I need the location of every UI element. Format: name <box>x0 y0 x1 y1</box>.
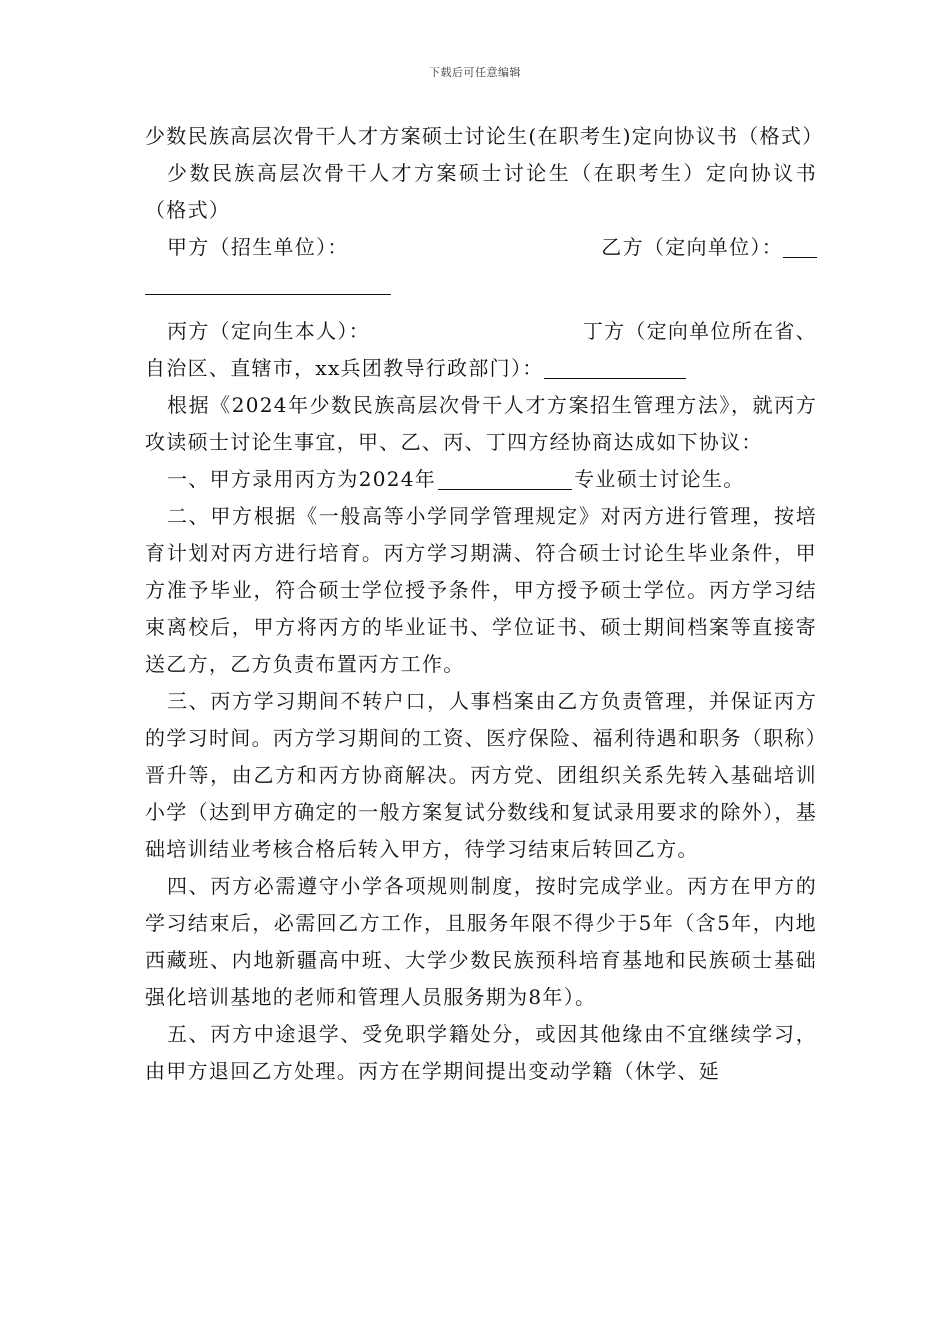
document-subtitle: 少数民族高层次骨干人才方案硕士讨论生（在职考生）定向协议书（格式） <box>145 161 817 222</box>
intro-paragraph: 根据《2024年少数民族高层次骨干人才方案招生管理方法》，就丙方攻读硕士讨论生事宜，甲、乙、丙、丁四方经协商达成如下协议： <box>145 393 817 454</box>
party-d-blank <box>544 358 686 379</box>
party-b-label: 乙方（定向单位）： <box>601 235 783 259</box>
document-title: 少数民族高层次骨干人才方案硕士讨论生(在职考生)定向协议书（格式） <box>145 124 824 148</box>
party-b-group <box>601 229 817 266</box>
party-d-label-start: 丁方（定向单位所在省、 <box>582 319 817 343</box>
clause-4: 四、丙方必需遵守小学各项规则制度，按时完成学业。丙方在甲方的学习结束后，必需回乙方工作，且服务年限不得少于5年（含5年，内地西藏班、内地新疆高中班、大学少数民族预科培育基地和民族硕士基础强化培训基地的老师和管理人员服务期为8年）。 <box>145 874 817 1009</box>
document-body <box>145 118 824 1090</box>
clause-2: 二、甲方根据《一般高等小学同学管理规定》对丙方进行管理，按培育计划对丙方进行培育。丙方学习期满、符合硕士讨论生毕业条件，甲方准予毕业，符合硕士学位授予条件，甲方授予硕士学位。丙方学习结束离校后，甲方将丙方的毕业证书、学位证书、硕士期间档案等直接寄送乙方，乙方负责布置丙方工作。 <box>145 504 817 676</box>
party-b-blank <box>783 237 817 258</box>
spacer <box>145 303 817 313</box>
party-d-line <box>145 350 817 387</box>
party-row-cd <box>145 313 817 350</box>
clause-1-text-a: 一、甲方录用丙方为2024年 <box>167 467 437 491</box>
party-b-blank-row <box>145 266 817 303</box>
clause-5: 五、丙方中途退学、受免职学籍处分，或因其他缘由不宜继续学习，由甲方退回乙方处理。丙方在学期间提出变动学籍（休学、延 <box>145 1022 817 1083</box>
party-a-label: 甲方（招生单位）： <box>167 235 349 259</box>
header-note: 下载后可任意编辑 <box>429 66 521 79</box>
clause-1 <box>145 461 817 498</box>
clause-3: 三、丙方学习期间不转户口，人事档案由乙方负责管理，并保证丙方的学习时间。丙方学习期间的工资、医疗保险、福利待遇和职务（职称）晋升等，由乙方和丙方协商解决。丙方党、团组织关系先转入基础培训小学（达到甲方确定的一般方案复试分数线和复试录用要求的除外），基础培训结业考核合格后转入甲方，待学习结束后转回乙方。 <box>145 689 817 861</box>
major-blank <box>438 469 572 490</box>
party-d-label-end: 自治区、直辖市，xx兵团教导行政部门）： <box>145 356 544 380</box>
party-row-ab <box>145 229 817 266</box>
clause-1-text-b: 专业硕士讨论生。 <box>574 467 745 491</box>
party-c-label: 丙方（定向生本人）： <box>167 319 370 343</box>
party-b-blank-continued <box>145 274 391 295</box>
